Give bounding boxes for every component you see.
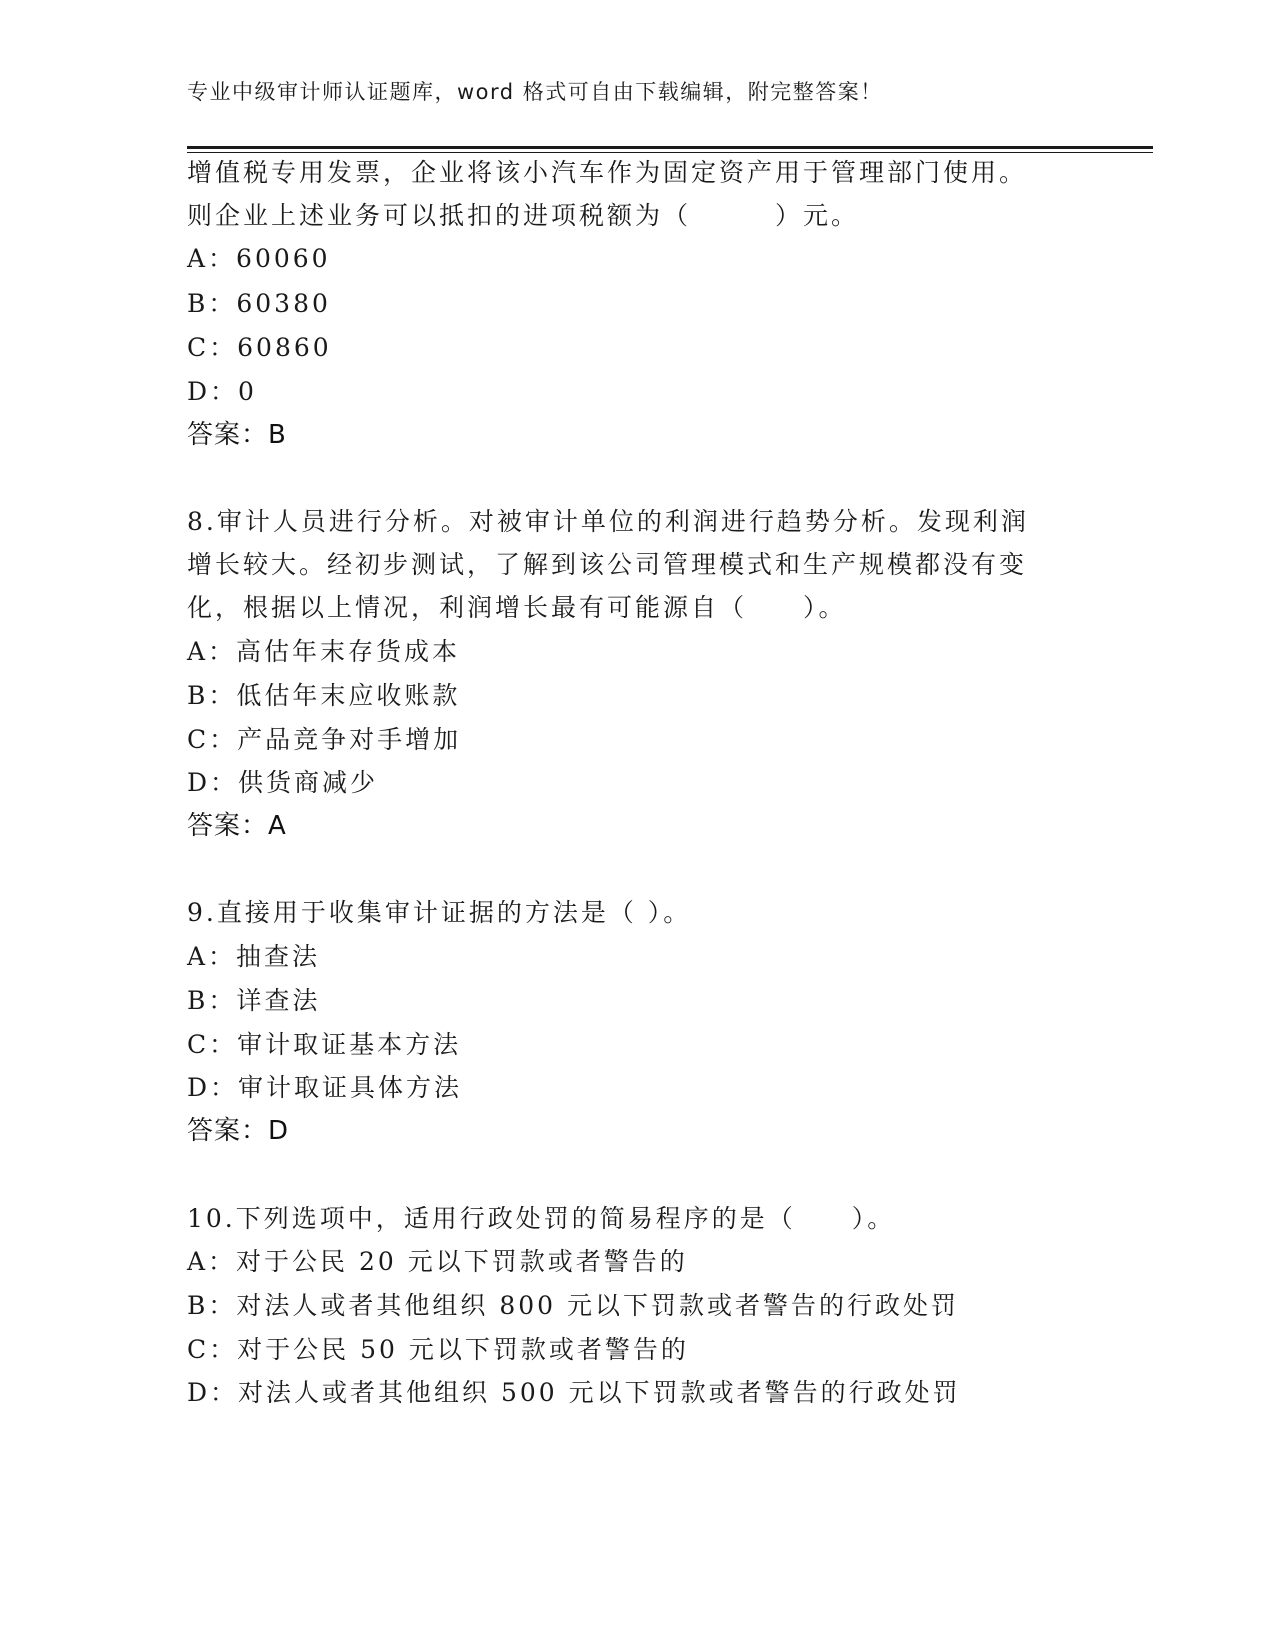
q9-answer: 答案：D [187,1116,290,1146]
q10-option-d: D：对法人或者其他组织 500 元以下罚款或者警告的行政处罚 [187,1378,961,1407]
q8-stem-line: 化，根据以上情况，利润增长最有可能源自（ ）。 [187,593,847,622]
q8-answer: 答案：A [187,811,287,841]
q9-option-c: C：审计取证基本方法 [187,1030,462,1059]
q8-option-b: B：低估年末应收账款 [187,681,461,710]
q10-option-a: A：对于公民 20 元以下罚款或者警告的 [187,1247,688,1276]
q8-stem-line: 增长较大。经初步测试，了解到该公司管理模式和生产规模都没有变 [187,550,1028,579]
q9-option-a: A：抽查法 [187,942,321,971]
q10-option-b: B：对法人或者其他组织 800 元以下罚款或者警告的行政处罚 [187,1291,959,1320]
q7-option-d: D：0 [187,377,257,406]
q8-option-d: D：供货商减少 [187,768,379,797]
header-divider-thin [187,152,1153,153]
q10-option-c: C：对于公民 50 元以下罚款或者警告的 [187,1335,689,1364]
q7-option-b: B：60380 [187,289,331,318]
page-header: 专业中级审计师认证题库，word 格式可自由下载编辑，附完整答案！ [187,80,883,104]
q9-stem-line: 9.直接用于收集审计证据的方法是（ ）。 [187,898,692,927]
q7-stem-line: 则企业上述业务可以抵扣的进项税额为（ ）元。 [187,201,860,230]
q9-option-b: B：详查法 [187,986,321,1015]
q10-stem-line: 10.下列选项中，适用行政处罚的简易程序的是（ ）。 [187,1204,896,1233]
q7-option-a: A：60060 [187,244,331,273]
header-divider [187,146,1153,149]
q7-option-c: C：60860 [187,333,332,362]
q8-stem-line: 8.审计人员进行分析。对被审计单位的利润进行趋势分析。发现利润 [187,507,1029,536]
q7-stem-line: 增值税专用发票，企业将该小汽车作为固定资产用于管理部门使用。 [187,158,1028,187]
q8-option-c: C：产品竞争对手增加 [187,725,462,754]
q9-option-d: D：审计取证具体方法 [187,1073,463,1102]
q7-answer: 答案：B [187,420,287,450]
q8-option-a: A：高估年末存货成本 [187,637,461,666]
